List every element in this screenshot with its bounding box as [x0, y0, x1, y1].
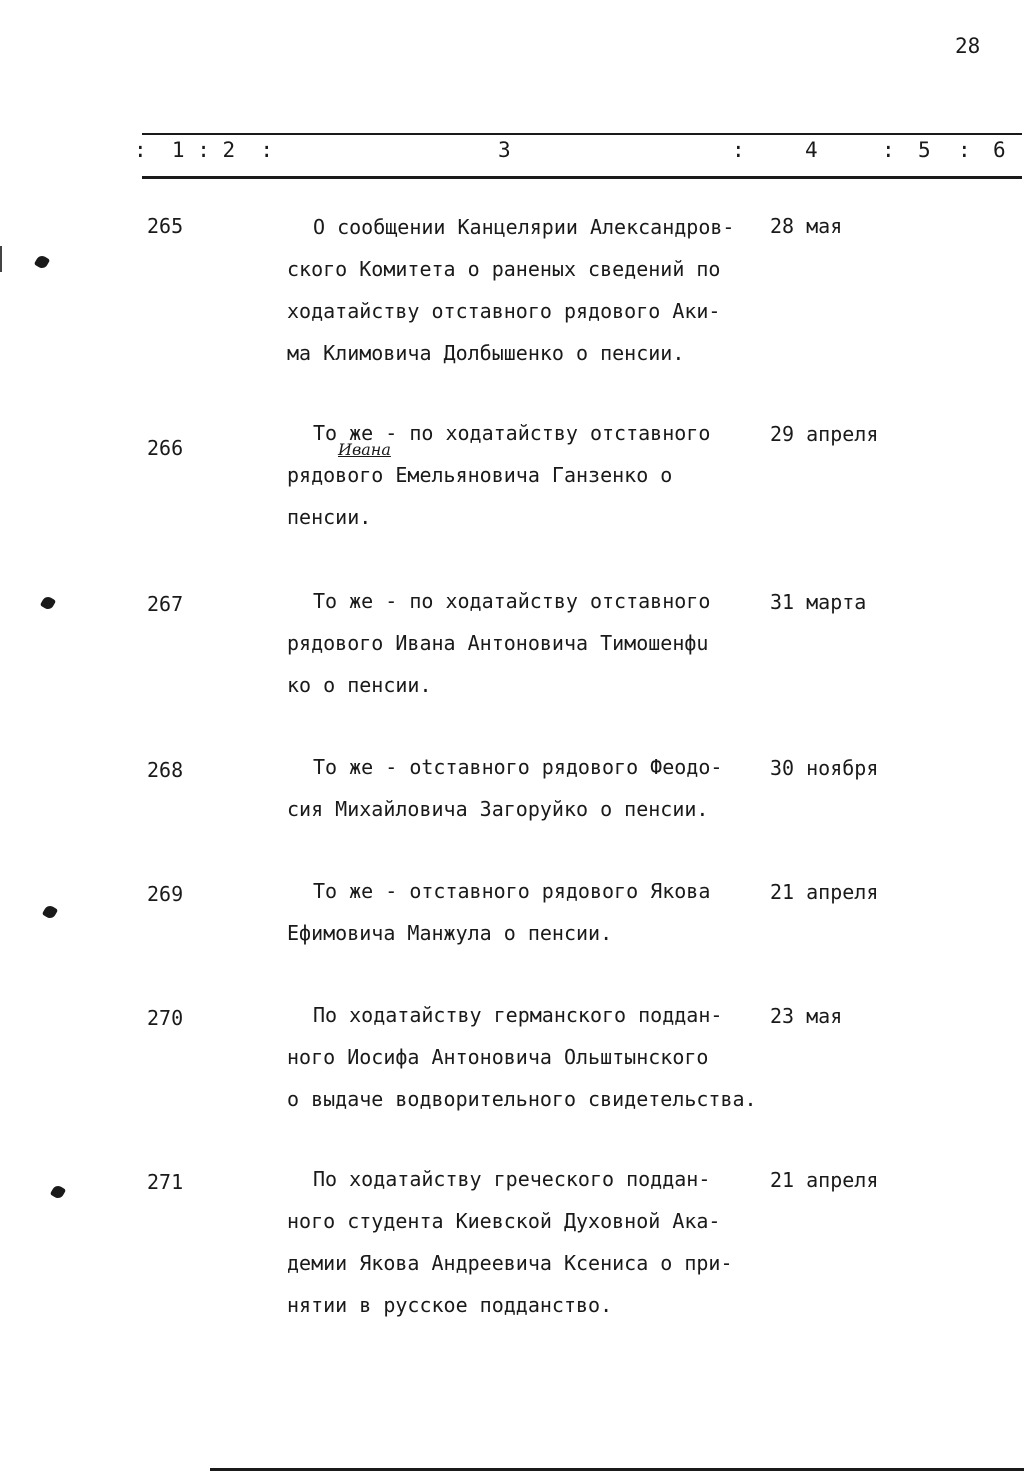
punch-mark — [40, 595, 56, 611]
header-col-1-2: : 1 : 2 : — [134, 138, 274, 162]
entry-date: 28 мая — [770, 214, 843, 238]
entry-text: По ходатайству германского поддан- ного Иосифа Антоновича Ольштынского о выдаче водворительного свидетельства. — [287, 1003, 757, 1111]
entry-text: То же - по ходатайству отставного рядового Ивана Антоновича Тимошенфu ко о пенсии. — [287, 589, 711, 697]
punch-mark — [34, 254, 50, 270]
page-number: 28 — [955, 34, 981, 58]
entry-date: 21 апреля — [770, 880, 879, 904]
header-rule-bottom — [142, 176, 1022, 179]
entry-number: 271 — [147, 1170, 184, 1194]
entry-text: То же - отставного рядового Якова Ефимовича Манжула о пенсии. — [287, 879, 711, 945]
entry-text: То же - по ходатайству отставного рядового Емельяновича Ганзенко о пенсии. — [287, 421, 711, 529]
header-col-5: 5 — [918, 138, 931, 162]
entry-text: О сообщении Канцелярии Александров- ского Комитета о раненых сведений по ходатайству отставного рядового Аки- ма Климовича Долбышенко о пенсии. — [287, 215, 735, 365]
entry-date: 30 ноября — [770, 756, 879, 780]
header-col-4: 4 — [805, 138, 818, 162]
header-sep-4: : — [882, 138, 895, 162]
entry-text: По ходатайству греческого поддан- ного студента Киевской Духовной Ака- демии Якова Андреевича Ксениса о при- нятии в русское подданство. — [287, 1167, 733, 1317]
header-col-3: 3 — [498, 138, 511, 162]
header-col-6: 6 — [993, 138, 1006, 162]
header-rule-top — [142, 133, 1022, 135]
punch-mark — [50, 1184, 66, 1200]
entry-text: То же - оtставного рядового Феодо- сия Михайловича Загоруйко о пенсии. — [287, 755, 723, 821]
entry-date: 31 марта — [770, 590, 867, 614]
entry-date: 23 мая — [770, 1004, 843, 1028]
entry-number: 266 — [147, 436, 184, 460]
header-sep-5: : — [958, 138, 971, 162]
entry-date: 29 апреля — [770, 422, 879, 446]
footer-rule — [210, 1468, 1024, 1471]
scan-edge — [0, 246, 2, 272]
header-sep-3: : — [732, 138, 745, 162]
punch-mark — [42, 904, 58, 920]
handwritten-insertion: Ивана — [338, 440, 391, 459]
entry-date: 21 апреля — [770, 1168, 879, 1192]
entry-number: 268 — [147, 758, 184, 782]
entry-number: 265 — [147, 214, 184, 238]
entry-number: 270 — [147, 1006, 184, 1030]
entry-number: 267 — [147, 592, 184, 616]
entry-number: 269 — [147, 882, 184, 906]
